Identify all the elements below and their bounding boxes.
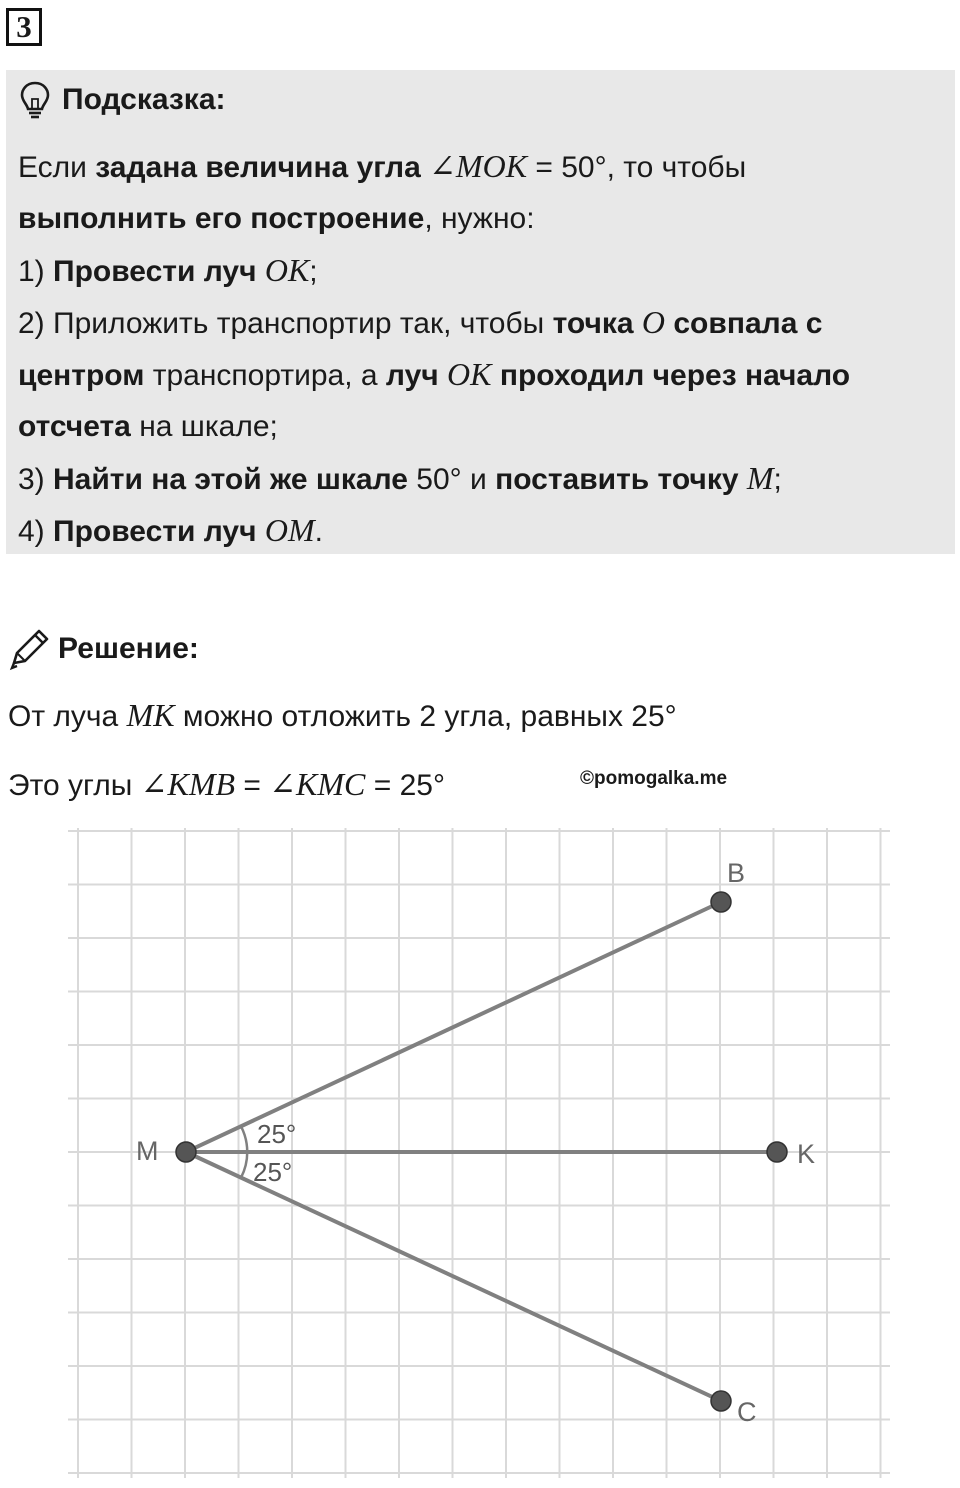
hint-line-7: 3) Найти на этой же шкале 50° и поставить точку M; [18,459,782,496]
angle-label-bottom: 25° [253,1157,293,1187]
point-b [711,892,731,912]
hint-title: Подсказка: [62,83,226,116]
hint-line-1: Если задана величина угла ∠MOK = 50°, то чтобы [18,148,747,184]
hint-line-4: 2) Приложить транспортир так, чтобы точка O совпала с [18,303,823,340]
solution-title: Решение: [58,632,199,665]
hint-line-6: отсчета на шкале; [18,410,278,444]
hint-line-5: центром транспортира, а луч OK проходил через начало [18,356,851,393]
hint-line-2: выполнить его построение, нужно: [18,202,535,236]
task-number: 3 [6,8,42,46]
hint-line-8: 4) Провести луч OM. [18,512,323,549]
label-m: M [136,1136,159,1166]
label-k: K [797,1139,816,1169]
label-c: C [737,1397,757,1427]
watermark: ©pomogalka.me [580,768,728,789]
point-k [767,1142,787,1162]
hint-line-3: 1) Провести луч OK; [18,251,318,288]
angle-label-top: 25° [257,1119,297,1149]
point-m [176,1142,196,1162]
solution-line-2: Это углы ∠KMB = ∠KMC = 25° [8,766,445,802]
solution-line-1: От луча MK можно отложить 2 угла, равных 25° [8,697,677,733]
label-b: B [727,858,746,888]
point-c [711,1391,731,1411]
